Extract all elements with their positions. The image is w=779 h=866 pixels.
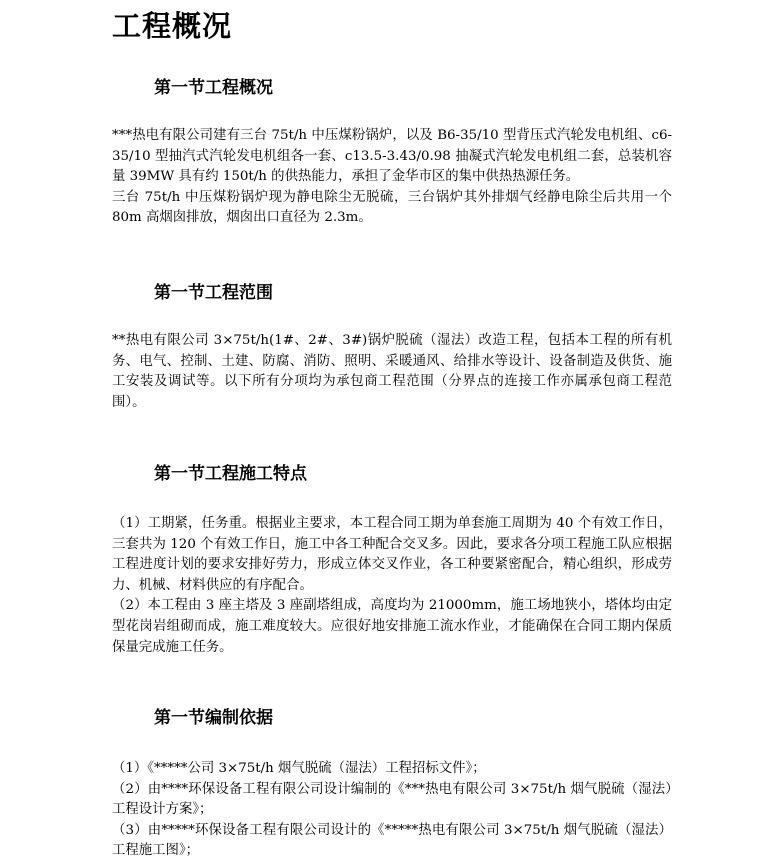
paragraph: ***热电有限公司建有三台 75t/h 中压煤粉锅炉，以及 B6-35/10 型背压式汽轮发电机组、c6-35/10 型抽汽式汽轮发电机组各一套、c13.5-3.43/0.98 抽凝式汽轮发电机组二套，总装机容量 39MW 具有约 150t/h 的供热能力，承担了金华市区的集中供热热源任务。 — [112, 128, 672, 185]
paragraph: （3）由*****环保设备工程有限公司设计的《*****热电有限公司 3×75t/h 烟气脱硫（湿法）工程施工图》； — [112, 822, 672, 859]
section-features-body — [112, 514, 672, 658]
section-basis-body — [112, 759, 672, 862]
paragraph: 三台 75t/h 中压煤粉锅炉现为静电除尘无脱硫，三台锅炉其外排烟气经静电除尘后共用一个 80m 高烟囱排放，烟囱出口直径为 2.3m。 — [112, 189, 672, 226]
section-title-basis: 第一节编制依据 — [154, 708, 273, 728]
section-title-overview: 第一节工程概况 — [154, 78, 273, 98]
section-title-scope: 第一节工程范围 — [154, 283, 273, 303]
section-overview-body — [112, 126, 672, 229]
paragraph: （2）本工程由 3 座主塔及 3 座副塔组成，高度均为 21000mm，施工场地狭小，塔体均由定型花岗岩组砌而成，施工难度较大。应很好地安排施工流水作业，才能确保在合同工期内保质保量完成施工任务。 — [112, 598, 672, 655]
page-title: 工程概况 — [112, 9, 233, 43]
paragraph: （1）工期紧，任务重。根据业主要求，本工程合同工期为单套施工周期为 40 个有效工作日，三套共为 120 个有效工作日，施工中各工种配合交叉多。因此，要求各分项工程施工队应根据工程进度计划的要求安排好劳力，形成立体交叉作业，各工种要紧密配合，精心组织，形成劳力、机械、材料供应的有序配合。 — [112, 516, 672, 593]
paragraph: **热电有限公司 3×75t/h(1#、2#、3#)锅炉脱硫（湿法）改造工程，包括本工程的所有机务、电气、控制、土建、防腐、消防、照明、采暖通风、给排水等设计、设备制造及供货、施工安装及调试等。以下所有分项均为承包商工程范围（分界点的连接工作亦属承包商工程范围）。 — [112, 333, 672, 410]
paragraph: （2）由****环保设备工程有限公司设计编制的《***热电有限公司 3×75t/h 烟气脱硫（湿法）工程设计方案》； — [112, 781, 672, 818]
paragraph: （1）《*****公司 3×75t/h 烟气脱硫（湿法）工程招标文件》； — [112, 761, 486, 776]
section-scope-body — [112, 331, 672, 413]
section-title-features: 第一节工程施工特点 — [154, 464, 307, 484]
